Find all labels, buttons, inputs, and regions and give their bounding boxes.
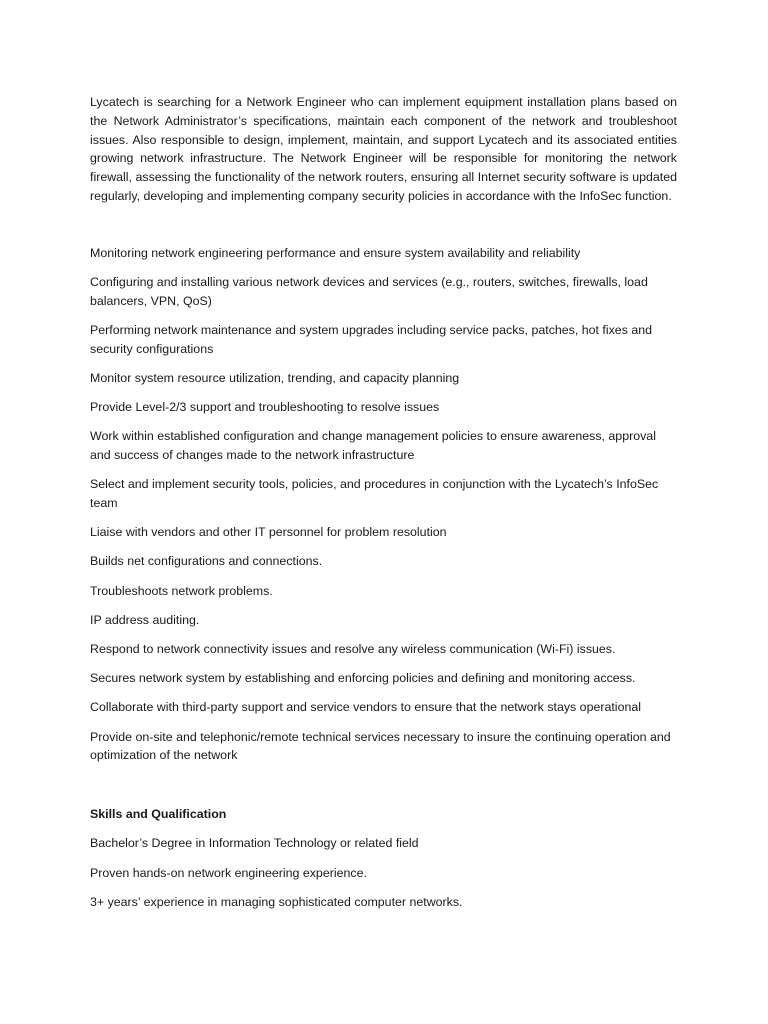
list-item: Performing network maintenance and system upgrades including service packs, patches, hot fixes and security configurations bbox=[90, 322, 653, 356]
list-item: Respond to network connectivity issues and resolve any wireless communication (Wi-Fi) issues. bbox=[90, 642, 616, 657]
list-item: Select and implement security tools, policies, and procedures in conjunction with the Lycatech’s InfoSec team bbox=[90, 477, 659, 511]
list-item: Work within established configuration and change management policies to ensure awareness, approval and success of changes made to the network infrastructure bbox=[90, 429, 656, 463]
list-item: Troubleshoots network problems. bbox=[90, 583, 273, 598]
list-item: Secures network system by establishing and enforcing policies and defining and monitoring access. bbox=[90, 671, 636, 686]
list-item: Monitor system resource utilization, trending, and capacity planning bbox=[90, 370, 460, 385]
list-item: Liaise with vendors and other IT personnel for problem resolution bbox=[90, 525, 447, 540]
duties-list bbox=[90, 244, 677, 765]
list-item: Configuring and installing various network devices and services (e.g., routers, switches, firewalls, load balancers, VPN, QoS) bbox=[90, 274, 648, 308]
list-item: IP address auditing. bbox=[90, 612, 200, 627]
list-item: Bachelor’s Degree in Information Technology or related field bbox=[90, 836, 419, 851]
list-item: Monitoring network engineering performance and ensure system availability and reliability bbox=[90, 245, 581, 260]
list-item: 3+ years’ experience in managing sophisticated computer networks. bbox=[90, 894, 463, 909]
document-body bbox=[90, 93, 677, 922]
list-item: Provide Level-2/3 support and troubleshooting to resolve issues bbox=[90, 400, 440, 415]
intro-paragraph: Lycatech is searching for a Network Engineer who can implement equipment installation plans based on the Network Administrator’s specifications, maintain each component of the network and troubleshoot issues. Also responsible to design, implement, maintain, and support Lycatech and its associated entities growing network infrastructure. The Network Engineer will be responsible for monitoring the network firewall, assessing the functionality of the network routers, ensuring all Internet security software is updated regularly, developing and implementing company security policies in accordance with the InfoSec function. bbox=[90, 95, 677, 203]
list-item: Provide on-site and telephonic/remote technical services necessary to insure the continuing operation and optimization of the network bbox=[90, 729, 671, 763]
list-item: Collaborate with third-party support and service vendors to ensure that the network stays operational bbox=[90, 700, 641, 715]
list-item: Proven hands-on network engineering experience. bbox=[90, 865, 367, 880]
skills-list bbox=[90, 834, 677, 911]
list-item: Builds net configurations and connections. bbox=[90, 554, 323, 569]
skills-heading: Skills and Qualification bbox=[90, 807, 227, 822]
